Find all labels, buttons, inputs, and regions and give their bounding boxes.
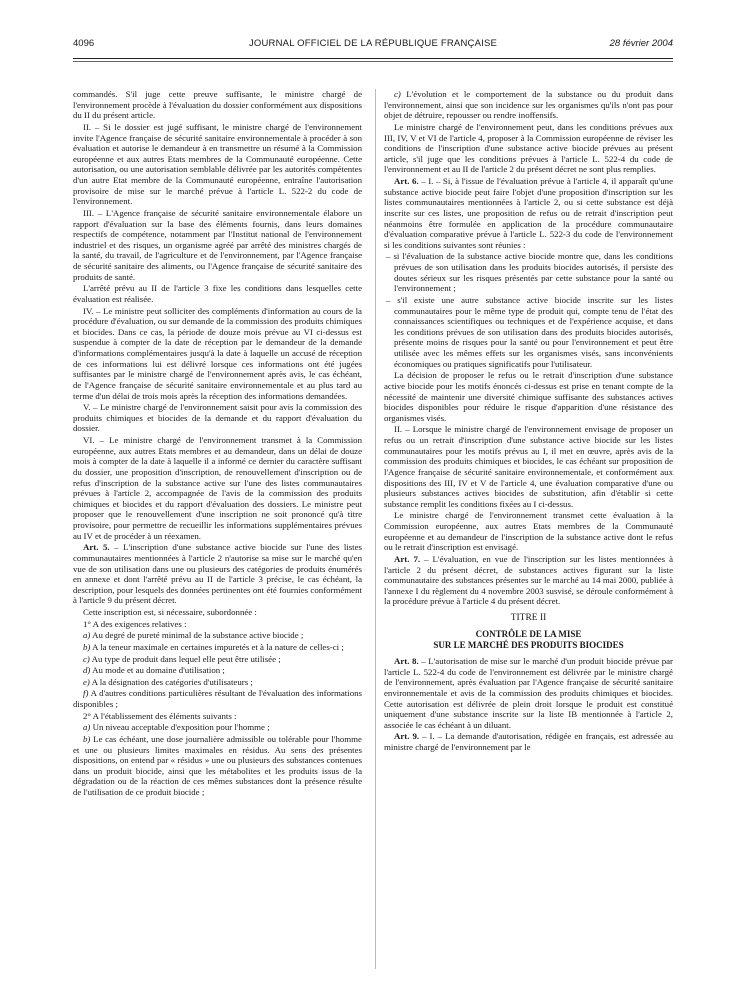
item-text: Au degré de pureté minimal de la substance active biocide ; xyxy=(90,630,304,641)
list-item xyxy=(73,654,362,665)
item-letter: a) xyxy=(83,630,91,641)
paragraph: Cette inscription est, si nécessaire, subordonnée : xyxy=(83,607,257,617)
header-rule-thin xyxy=(73,61,673,62)
paragraph: 1° A des exigences relatives : xyxy=(83,618,187,629)
paragraph: II. – Si le dossier est jugé suffisant, le ministre chargé de l'environnement invite l'Agence française de sécurité sanitaire environnementale à procéder à son évaluation et autorise le demandeur à en transmettre un résumé à la Commission européenne et aux autres Etats membres de la Communauté européenne. Cette autorisation, ou une autorisation semblable délivrée par les autorités compétentes d'un autre Etat membre de la Communauté européenne, entraîne l'autorisation provisoire de mise sur le marché prévue à l'article L. 522-2 du code de l'environnement. xyxy=(73,121,362,207)
dash-item: – si l'évaluation de la substance active biocide montre que, dans les conditions prévues de son utilisation dans les produits biocides autorisés, il persiste des doutes sérieux sur les risques présentés par cette substance pour la santé ou l'environnement ; xyxy=(386,251,673,294)
paragraph: Le ministre chargé de l'environnement transmet cette évaluation à la Commission européenne, aux autres Etats membres de la Communauté européenne et au demandeur de l'inscription de la substance active dont le refus ou le retrait d'inscription est envisagé. xyxy=(384,510,673,553)
article-label: Art. 7. xyxy=(394,553,421,564)
item-letter: b) xyxy=(83,733,91,744)
article-9 xyxy=(384,731,673,752)
article-8 xyxy=(384,656,673,730)
list-item xyxy=(73,677,362,688)
article-label: Art. 6. xyxy=(394,176,419,186)
header-rule xyxy=(73,58,673,59)
article-label: Art. 5. xyxy=(83,542,110,553)
list-item xyxy=(73,630,362,641)
publication-date: 28 février 2004 xyxy=(609,38,673,49)
page-header xyxy=(73,38,673,54)
paragraph: VI. – Le ministre chargé de l'environnement transmet à la Commission européenne, aux autres Etats membres et au demandeur, dans un délai de douze mois à compter de la date à laquelle il a informé ce dernier du caractère suffisant du dossier, une proposition d'inscription, de renouvellement d'inscription ou de refus d'inscription de la substance active sur l'une des listes communautaires prévues à l'article 2, accompagnée de l'avis de la commission des produits chimiques et biocides et du rapport d'évaluation des dossiers. Le ministre peut proposer que le renouvellement d'une inscription ne soit prononcé qu'à titre provisoire, pour permettre de recueillir les informations supplémentaires prévues au IV et de procéder à un réexamen. xyxy=(73,435,362,541)
article-label: Art. 9. xyxy=(394,731,420,742)
article-label: Art. 8. xyxy=(394,656,419,666)
paragraph: commandés. S'il juge cette preuve suffisante, le ministre chargé de l'environnement procède à l'évaluation du dossier conformément aux dispositions du II du présent article. xyxy=(73,89,362,121)
section-heading-line: SUR LE MARCHÉ DES PRODUITS BIOCIDES xyxy=(433,640,624,650)
item-text: A la teneur maximale en certaines impuretés et à la nature de celles-ci ; xyxy=(90,641,344,652)
paragraph: II. – Lorsque le ministre chargé de l'environnement envisage de proposer un refus ou un retrait d'inscription d'une substance active biocide sur les listes communautaires pour les motifs prévus au I, il met en œuvre, après avis de la commission des produits chimiques et biocides, le cas échéant sur proposition de l'Agence française de sécurité sanitaire environnementale, et conformément aux dispositions des III, IV et V de l'article 4, une évaluation comparative d'une ou plusieurs substances actives biocides de substitution, afin d'établir si cette substance remplit les conditions fixées au I ci-dessus. xyxy=(384,424,673,509)
article-text: – L'évaluation, en vue de l'inscription sur les listes mentionnées à l'article 2 du présent décret, de substances actives figurant sur la liste communautaire des substances présentes sur le marché au 14 mai 2000, publiée à l'annexe I du règlement du 4 novembre 2003 susvisé, se déroule conformément à la procédure prévue à l'article 4 du présent décret. xyxy=(384,553,674,607)
item-text: Un niveau acceptable d'exposition pour l'homme ; xyxy=(90,722,270,733)
item-letter: f) xyxy=(83,688,89,699)
article-5 xyxy=(73,542,362,606)
journal-title: JOURNAL OFFICIEL DE LA RÉPUBLIQUE FRANÇAISE xyxy=(248,38,498,49)
paragraph: 2° A l'établissement des éléments suivants : xyxy=(83,710,237,721)
article-text: – I. – Si, à l'issue de l'évaluation prévue à l'article 4, il apparaît qu'une substance active biocide peut faire l'objet d'une proposition d'inscription sur les listes communautaires mentionnées à l'article 2, ou si cette substance est déjà inscrite sur ces listes, une proposition de refus ou de retrait d'inscription peut néanmoins être formulée en application de la procédure communautaire d'évaluation comparative prévue à l'article L. 522-3 du code de l'environnement si les conditions suivantes sont réunies : xyxy=(384,176,673,250)
item-letter: c) xyxy=(83,653,90,664)
paragraph: IV. – Le ministre peut solliciter des compléments d'information au cours de la procédure d'évaluation, ou sur demande de la commission des produits chimiques et biocides. Dans ce cas, la période de douze mois prévue au VI ci-dessus est suspendue à compter de la date de réception par le demandeur de la demande d'informations complémentaires jusqu'à la date à laquelle un accusé de réception de ces informations lui est délivré lorsque ces informations ont été jugées suffisantes par le ministre chargé de l'environnement après avis, le cas échéant, de l'Agence française de sécurité sanitaire environnementale et au plus tard au terme d'un délai de trois mois après la réception des informations demandées. xyxy=(73,305,362,401)
left-column xyxy=(73,89,362,799)
item-text: A la désignation des catégories d'utilisateurs ; xyxy=(89,676,253,687)
item-text: A d'autres conditions particulières résultant de l'évaluation des informations disponibles ; xyxy=(73,688,362,709)
article-text: – I. – La demande d'autorisation, rédigée en français, est adressée au ministre chargé de l'environnement par le xyxy=(384,731,674,752)
article-text: – L'autorisation de mise sur le marché d'un produit biocide prévue par l'article L. 522-4 du code de l'environnement est délivrée par le ministre chargé de l'environnement, après évaluation par l'Agence française de sécurité sanitaire environnementale et avis de la commission des produits chimiques et biocides. Cette autorisation est délivrée de plein droit lorsque le produit est constitué uniquement d'une substance inscrite sur la liste IB mentionnée à l'article 2, associée le cas échéant à un diluant. xyxy=(384,656,674,730)
paragraph: L'arrêté prévu au II de l'article 3 fixe les conditions dans lesquelles cette évaluation est réalisée. xyxy=(73,283,362,304)
item-letter: a) xyxy=(83,722,91,733)
paragraph: V. – Le ministre chargé de l'environnement saisit pour avis la commission des produits chimiques et biocides de la demande et du rapport d'évaluation du dossier. xyxy=(73,402,362,434)
right-column xyxy=(384,89,673,754)
list-item xyxy=(73,722,362,733)
paragraph: Le ministre chargé de l'environnement peut, dans les conditions prévues aux III, IV, V et VI de l'article 4, proposer à la Commission européenne de réviser les conditions de l'inscription d'une substance active biocide prévues au présent article, s'il juge que les conditions prévues à l'article L. 522-4 du code de l'environnement et au II de l'article 2 du présent décret ne sont plus remplies. xyxy=(384,121,673,175)
item-text: L'évolution et le comportement de la substance ou du produit dans l'environnement, ainsi que son incidence sur les organismes qu'ils n'ont pas pour objet de détruire, repousser ou rendre inoffensifs. xyxy=(384,89,673,121)
article-7 xyxy=(384,554,673,607)
list-item xyxy=(73,665,362,676)
section-heading-line: CONTRÔLE DE LA MISE xyxy=(475,629,582,639)
dash-item: – s'il existe une autre substance active biocide inscrite sur les listes communautaires pour le même type de produit qui, compte tenu de l'état des connaissances scientifiques ou techniques et de l'expérience acquise, et dans les conditions prévues de son utilisation dans des produits biocides autorisés, présente moins de risques pour la santé ou pour l'environnement et peut être utilisée avec les mêmes effets sur les organismes visés, sans inconvénients économiques ou pratiques significatifs pour l'utilisateur. xyxy=(386,294,673,369)
item-letter: d) xyxy=(83,665,91,676)
paragraph: III. – L'Agence française de sécurité sanitaire environnementale élabore un rapport d'évaluation sur la base des éléments fournis, dans leurs domaines respectifs de compétence, notamment par l'Institut national de l'environnement industriel et des risques, un organisme agréé par arrêté des ministres chargés de la santé, du travail, de l'agriculture et de l'environnement, par l'Agence française de sécurité sanitaire des aliments, ou l'Agence française de sécurité sanitaire des produits de santé. xyxy=(73,207,362,282)
item-text: Le cas échéant, une dose journalière admissible ou tolérable pour l'homme et une ou plusieurs limites maximales en résidus. Au sens des présentes dispositions, on entend par « résidus » une ou plusieurs des substances contenues dans un produit biocide, ainsi que les métabolites et les produits issus de la dégradation ou de la réaction de ces mêmes substances dont la présence résulte de l'utilisation de ce produit biocide ; xyxy=(73,733,362,797)
article-text: – L'inscription d'une substance active biocide sur l'une des listes communautaires mentionnées à l'article 2 n'autorise sa mise sur le marché qu'en vue de son utilisation dans une ou plusieurs des catégories de produits énumérés en annexe et dont l'arrêté prévu au II de l'article 3 précise, le cas échéant, la description, pour lesquels des données pertinentes ont été fournies conformément à l'article 9 du présent décret. xyxy=(73,542,362,606)
titre-heading: TITRE II xyxy=(510,613,547,623)
list-item xyxy=(73,688,362,709)
item-letter: e) xyxy=(83,676,90,687)
section-heading xyxy=(384,629,673,651)
item-letter: b) xyxy=(83,641,91,652)
page-number: 4096 xyxy=(73,38,95,49)
item-text: Au type de produit dans lequel elle peut être utilisée ; xyxy=(89,653,281,664)
item-letter: c) xyxy=(394,89,401,99)
article-6 xyxy=(384,176,673,250)
column-divider xyxy=(375,89,376,969)
list-item xyxy=(73,642,362,653)
paragraph: La décision de proposer le refus ou le retrait d'inscription d'une substance active biocide pour les motifs énoncés ci-dessus est prise en tenant compte de la nécessité de maintenir une diversité chimique suffisante des substances actives biocides disponibles pour réduire le risque d'apparition d'une résistance des organismes visés. xyxy=(384,370,673,423)
item-text: Au mode et au domaine d'utilisation ; xyxy=(90,665,225,676)
list-item xyxy=(73,734,362,798)
list-item xyxy=(384,89,673,121)
